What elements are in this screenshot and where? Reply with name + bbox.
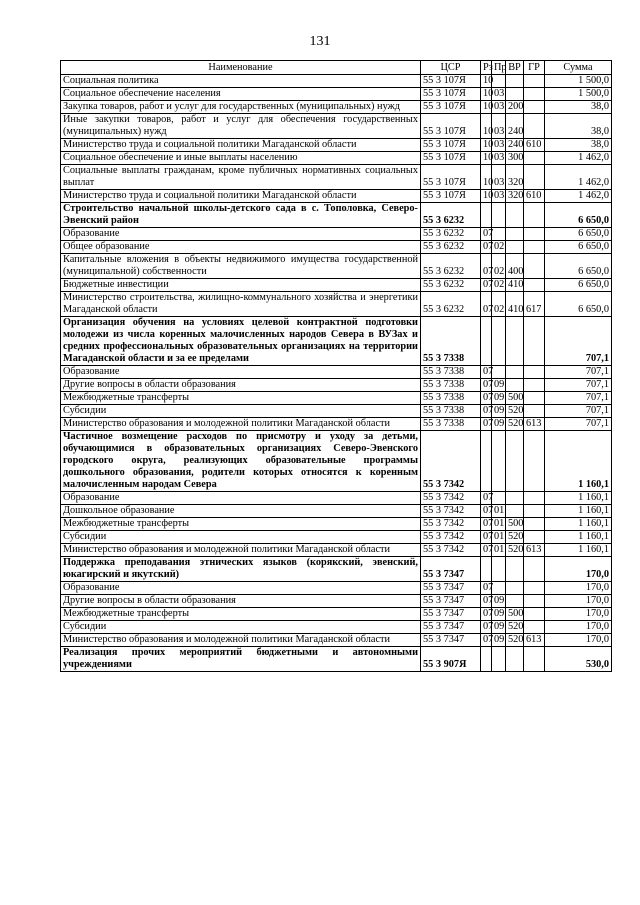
row-name: Субсидии	[61, 531, 421, 544]
row-rz: 07	[481, 241, 492, 254]
table-row	[61, 647, 612, 672]
header-rz: Рз	[481, 61, 492, 75]
row-rz: 07	[481, 392, 492, 405]
row-rz: 10	[481, 114, 492, 139]
row-rz: 07	[481, 405, 492, 418]
row-vr	[506, 557, 524, 582]
table-row	[61, 518, 612, 531]
row-csr: 55 3 7347	[421, 634, 481, 647]
row-csr: 55 3 7338	[421, 405, 481, 418]
row-rz: 07	[481, 418, 492, 431]
row-gr	[524, 228, 545, 241]
row-pr: 09	[492, 418, 506, 431]
row-gr	[524, 317, 545, 366]
row-csr: 55 3 6232	[421, 241, 481, 254]
row-csr: 55 3 7342	[421, 505, 481, 518]
row-csr: 55 3 6232	[421, 203, 481, 228]
row-csr: 55 3 7342	[421, 544, 481, 557]
row-rz: 07	[481, 634, 492, 647]
row-sum: 38,0	[545, 114, 612, 139]
row-gr	[524, 88, 545, 101]
row-csr: 55 3 107Я	[421, 114, 481, 139]
row-pr: 03	[492, 190, 506, 203]
row-sum: 6 650,0	[545, 279, 612, 292]
row-rz	[481, 431, 492, 492]
row-sum: 170,0	[545, 582, 612, 595]
row-pr: 03	[492, 114, 506, 139]
row-vr: 400	[506, 254, 524, 279]
row-gr	[524, 366, 545, 379]
table-body	[61, 75, 612, 672]
row-vr	[506, 431, 524, 492]
row-gr	[524, 557, 545, 582]
row-rz: 07	[481, 379, 492, 392]
row-pr	[492, 228, 506, 241]
row-vr: 300	[506, 152, 524, 165]
row-rz: 07	[481, 595, 492, 608]
row-sum: 1 160,1	[545, 492, 612, 505]
row-name: Межбюджетные трансферты	[61, 392, 421, 405]
row-gr	[524, 431, 545, 492]
row-pr: 02	[492, 292, 506, 317]
row-name: Другие вопросы в области образования	[61, 379, 421, 392]
table-row	[61, 139, 612, 152]
row-sum: 6 650,0	[545, 241, 612, 254]
row-name: Министерство труда и социальной политики Магаданской области	[61, 139, 421, 152]
row-gr: 613	[524, 634, 545, 647]
row-vr: 410	[506, 279, 524, 292]
table-row	[61, 165, 612, 190]
row-rz: 07	[481, 492, 492, 505]
row-csr: 55 3 107Я	[421, 75, 481, 88]
row-name: Образование	[61, 366, 421, 379]
row-pr: 03	[492, 101, 506, 114]
page-number: 131	[309, 34, 331, 49]
row-rz: 07	[481, 582, 492, 595]
row-gr	[524, 595, 545, 608]
table-row	[61, 418, 612, 431]
row-name: Социальное обеспечение населения	[61, 88, 421, 101]
row-name: Межбюджетные трансферты	[61, 608, 421, 621]
row-pr	[492, 582, 506, 595]
row-vr	[506, 647, 524, 672]
row-gr	[524, 114, 545, 139]
row-sum: 1 160,1	[545, 518, 612, 531]
table-row	[61, 88, 612, 101]
row-rz	[481, 317, 492, 366]
row-pr: 01	[492, 518, 506, 531]
row-vr	[506, 582, 524, 595]
table-row	[61, 557, 612, 582]
row-sum: 1 462,0	[545, 190, 612, 203]
row-csr: 55 3 107Я	[421, 139, 481, 152]
row-sum: 1 160,1	[545, 431, 612, 492]
row-pr: 09	[492, 392, 506, 405]
row-rz: 10	[481, 152, 492, 165]
row-sum: 1 160,1	[545, 544, 612, 557]
table-row	[61, 317, 612, 366]
row-name: Иные закупки товаров, работ и услуг для обеспечения государственных (муниципальных) нужд	[61, 114, 421, 139]
row-gr	[524, 379, 545, 392]
row-sum: 1 500,0	[545, 88, 612, 101]
row-gr	[524, 647, 545, 672]
row-gr	[524, 505, 545, 518]
table-row	[61, 595, 612, 608]
row-gr	[524, 254, 545, 279]
row-sum: 38,0	[545, 139, 612, 152]
row-vr: 520	[506, 634, 524, 647]
table-row	[61, 531, 612, 544]
row-name: Министерство образования и молодежной политики Магаданской области	[61, 418, 421, 431]
row-csr: 55 3 7338	[421, 379, 481, 392]
table-row	[61, 634, 612, 647]
table-row	[61, 544, 612, 557]
table-row	[61, 114, 612, 139]
table-row	[61, 203, 612, 228]
row-gr	[524, 531, 545, 544]
row-csr: 55 3 7347	[421, 557, 481, 582]
table-row	[61, 228, 612, 241]
row-vr: 200	[506, 101, 524, 114]
row-sum: 170,0	[545, 595, 612, 608]
row-sum: 530,0	[545, 647, 612, 672]
header-name: Наименование	[61, 61, 421, 75]
row-csr: 55 3 7338	[421, 317, 481, 366]
row-rz: 07	[481, 518, 492, 531]
row-pr: 09	[492, 379, 506, 392]
row-rz: 07	[481, 292, 492, 317]
row-pr	[492, 366, 506, 379]
row-csr: 55 3 107Я	[421, 190, 481, 203]
row-gr: 613	[524, 544, 545, 557]
row-gr	[524, 518, 545, 531]
row-gr	[524, 203, 545, 228]
row-rz: 07	[481, 544, 492, 557]
row-sum: 6 650,0	[545, 228, 612, 241]
row-vr: 520	[506, 544, 524, 557]
row-sum: 1 160,1	[545, 505, 612, 518]
header-csr: ЦСР	[421, 61, 481, 75]
row-gr	[524, 405, 545, 418]
table-row	[61, 379, 612, 392]
row-vr: 500	[506, 608, 524, 621]
row-vr: 520	[506, 405, 524, 418]
row-gr	[524, 392, 545, 405]
table-row	[61, 190, 612, 203]
row-pr: 03	[492, 139, 506, 152]
table-row	[61, 279, 612, 292]
row-pr	[492, 557, 506, 582]
row-sum: 1 462,0	[545, 165, 612, 190]
row-pr: 01	[492, 531, 506, 544]
row-csr: 55 3 7342	[421, 518, 481, 531]
table-row	[61, 152, 612, 165]
row-rz: 07	[481, 531, 492, 544]
row-pr	[492, 431, 506, 492]
row-rz: 10	[481, 101, 492, 114]
row-pr: 01	[492, 505, 506, 518]
row-pr	[492, 647, 506, 672]
row-sum: 170,0	[545, 557, 612, 582]
row-name: Министерство строительства, жилищно-коммунального хозяйства и энергетики Магаданской области	[61, 292, 421, 317]
table-row	[61, 366, 612, 379]
row-gr	[524, 101, 545, 114]
row-rz: 07	[481, 608, 492, 621]
row-rz: 07	[481, 279, 492, 292]
row-sum: 1 462,0	[545, 152, 612, 165]
row-name: Министерство труда и социальной политики Магаданской области	[61, 190, 421, 203]
row-rz	[481, 203, 492, 228]
row-rz: 07	[481, 228, 492, 241]
row-gr	[524, 621, 545, 634]
row-csr: 55 3 107Я	[421, 101, 481, 114]
row-name: Бюджетные инвестиции	[61, 279, 421, 292]
row-name: Социальное обеспечение и иные выплаты населению	[61, 152, 421, 165]
row-rz: 07	[481, 621, 492, 634]
row-pr: 02	[492, 254, 506, 279]
row-rz: 10	[481, 190, 492, 203]
row-gr	[524, 608, 545, 621]
row-sum: 170,0	[545, 621, 612, 634]
row-csr: 55 3 7347	[421, 608, 481, 621]
row-name: Образование	[61, 228, 421, 241]
row-pr: 03	[492, 165, 506, 190]
row-name: Частичное возмещение расходов по присмотру и уходу за детьми, обучающимися в образовательных организациях Северо-Эвенского городского округа, реализующих образовательные программы дошкольного образования, родители которых относятся к коренным малочисленным народам Севера	[61, 431, 421, 492]
header-gr: ГР	[524, 61, 545, 75]
row-sum: 6 650,0	[545, 254, 612, 279]
row-name: Закупка товаров, работ и услуг для государственных (муниципальных) нужд	[61, 101, 421, 114]
row-name: Министерство образования и молодежной политики Магаданской области	[61, 634, 421, 647]
row-sum: 707,1	[545, 366, 612, 379]
row-csr: 55 3 6232	[421, 292, 481, 317]
table-row	[61, 75, 612, 88]
row-rz: 07	[481, 505, 492, 518]
row-csr: 55 3 907Я	[421, 647, 481, 672]
row-pr: 02	[492, 241, 506, 254]
row-vr: 240	[506, 114, 524, 139]
row-gr	[524, 241, 545, 254]
row-gr	[524, 75, 545, 88]
row-sum: 707,1	[545, 392, 612, 405]
row-name: Образование	[61, 492, 421, 505]
row-vr	[506, 241, 524, 254]
row-csr: 55 3 7347	[421, 595, 481, 608]
row-rz	[481, 647, 492, 672]
row-gr: 610	[524, 139, 545, 152]
row-vr: 320	[506, 190, 524, 203]
row-name: Дошкольное образование	[61, 505, 421, 518]
row-name: Строительство начальной школы-детского сада в с. Тополовка, Северо-Эвенский район	[61, 203, 421, 228]
row-vr: 520	[506, 418, 524, 431]
row-rz: 10	[481, 165, 492, 190]
row-gr	[524, 165, 545, 190]
row-sum: 707,1	[545, 405, 612, 418]
table-row	[61, 254, 612, 279]
header-sum: Сумма	[545, 61, 612, 75]
row-vr	[506, 203, 524, 228]
row-name: Образование	[61, 582, 421, 595]
row-vr: 410	[506, 292, 524, 317]
row-csr: 55 3 107Я	[421, 152, 481, 165]
table-row	[61, 431, 612, 492]
row-pr: 03	[492, 88, 506, 101]
row-name: Организация обучения на условиях целевой контрактной подготовки молодежи из числа коренных малочисленных народов Севера в ВУЗах и средних профессиональных образовательных организациях на территории Магаданской области и за ее пределами	[61, 317, 421, 366]
row-sum: 6 650,0	[545, 203, 612, 228]
row-pr: 09	[492, 405, 506, 418]
row-vr	[506, 595, 524, 608]
row-vr: 520	[506, 531, 524, 544]
header-vr: ВР	[506, 61, 524, 75]
row-csr: 55 3 107Я	[421, 88, 481, 101]
row-csr: 55 3 7338	[421, 392, 481, 405]
table-row	[61, 101, 612, 114]
row-pr: 09	[492, 608, 506, 621]
row-sum: 170,0	[545, 608, 612, 621]
row-sum: 707,1	[545, 379, 612, 392]
row-sum: 1 500,0	[545, 75, 612, 88]
table-row	[61, 241, 612, 254]
row-name: Социальные выплаты гражданам, кроме публичных нормативных социальных выплат	[61, 165, 421, 190]
header-pr: Пр	[492, 61, 506, 75]
row-vr: 500	[506, 518, 524, 531]
table-row	[61, 492, 612, 505]
row-gr	[524, 582, 545, 595]
row-vr	[506, 317, 524, 366]
row-csr: 55 3 7342	[421, 431, 481, 492]
row-rz: 07	[481, 254, 492, 279]
table-row	[61, 405, 612, 418]
row-csr: 55 3 7342	[421, 531, 481, 544]
row-sum: 1 160,1	[545, 531, 612, 544]
row-sum: 707,1	[545, 317, 612, 366]
row-csr: 55 3 6232	[421, 228, 481, 241]
table-row	[61, 608, 612, 621]
row-gr: 613	[524, 418, 545, 431]
row-vr	[506, 492, 524, 505]
row-pr	[492, 317, 506, 366]
row-vr: 320	[506, 165, 524, 190]
row-vr: 500	[506, 392, 524, 405]
row-csr: 55 3 107Я	[421, 165, 481, 190]
row-name: Другие вопросы в области образования	[61, 595, 421, 608]
row-name: Общее образование	[61, 241, 421, 254]
row-vr: 520	[506, 621, 524, 634]
row-csr: 55 3 6232	[421, 279, 481, 292]
row-pr: 03	[492, 152, 506, 165]
row-name: Межбюджетные трансферты	[61, 518, 421, 531]
row-csr: 55 3 7342	[421, 492, 481, 505]
row-pr: 09	[492, 621, 506, 634]
row-vr	[506, 75, 524, 88]
row-pr: 01	[492, 544, 506, 557]
row-pr	[492, 203, 506, 228]
row-gr	[524, 279, 545, 292]
row-vr	[506, 505, 524, 518]
row-gr: 610	[524, 190, 545, 203]
table-row	[61, 582, 612, 595]
row-name: Реализация прочих мероприятий бюджетными и автономными учреждениями	[61, 647, 421, 672]
row-rz: 07	[481, 366, 492, 379]
row-csr: 55 3 7338	[421, 418, 481, 431]
row-name: Министерство образования и молодежной политики Магаданской области	[61, 544, 421, 557]
table-row	[61, 505, 612, 518]
row-rz	[481, 557, 492, 582]
row-sum: 38,0	[545, 101, 612, 114]
row-pr: 09	[492, 634, 506, 647]
row-csr: 55 3 7347	[421, 582, 481, 595]
row-vr	[506, 366, 524, 379]
row-gr	[524, 492, 545, 505]
row-rz: 10	[481, 75, 492, 88]
row-rz: 10	[481, 139, 492, 152]
budget-table	[60, 60, 612, 672]
row-vr	[506, 379, 524, 392]
row-gr: 617	[524, 292, 545, 317]
row-name: Капитальные вложения в объекты недвижимого имущества государственной (муниципальной) собственности	[61, 254, 421, 279]
row-rz: 10	[481, 88, 492, 101]
row-pr: 09	[492, 595, 506, 608]
row-csr: 55 3 6232	[421, 254, 481, 279]
row-sum: 707,1	[545, 418, 612, 431]
row-vr	[506, 228, 524, 241]
row-name: Поддержка преподавания этнических языков (корякский, эвенский, юкагирский и якутский)	[61, 557, 421, 582]
row-name: Социальная политика	[61, 75, 421, 88]
table-header-row	[61, 61, 612, 75]
row-name: Субсидии	[61, 405, 421, 418]
row-pr	[492, 492, 506, 505]
table-row	[61, 621, 612, 634]
table-row	[61, 392, 612, 405]
row-csr: 55 3 7338	[421, 366, 481, 379]
row-name: Субсидии	[61, 621, 421, 634]
row-vr	[506, 88, 524, 101]
row-sum: 170,0	[545, 634, 612, 647]
row-vr: 240	[506, 139, 524, 152]
row-pr	[492, 75, 506, 88]
row-gr	[524, 152, 545, 165]
row-pr: 02	[492, 279, 506, 292]
table-row	[61, 292, 612, 317]
row-sum: 6 650,0	[545, 292, 612, 317]
row-csr: 55 3 7347	[421, 621, 481, 634]
